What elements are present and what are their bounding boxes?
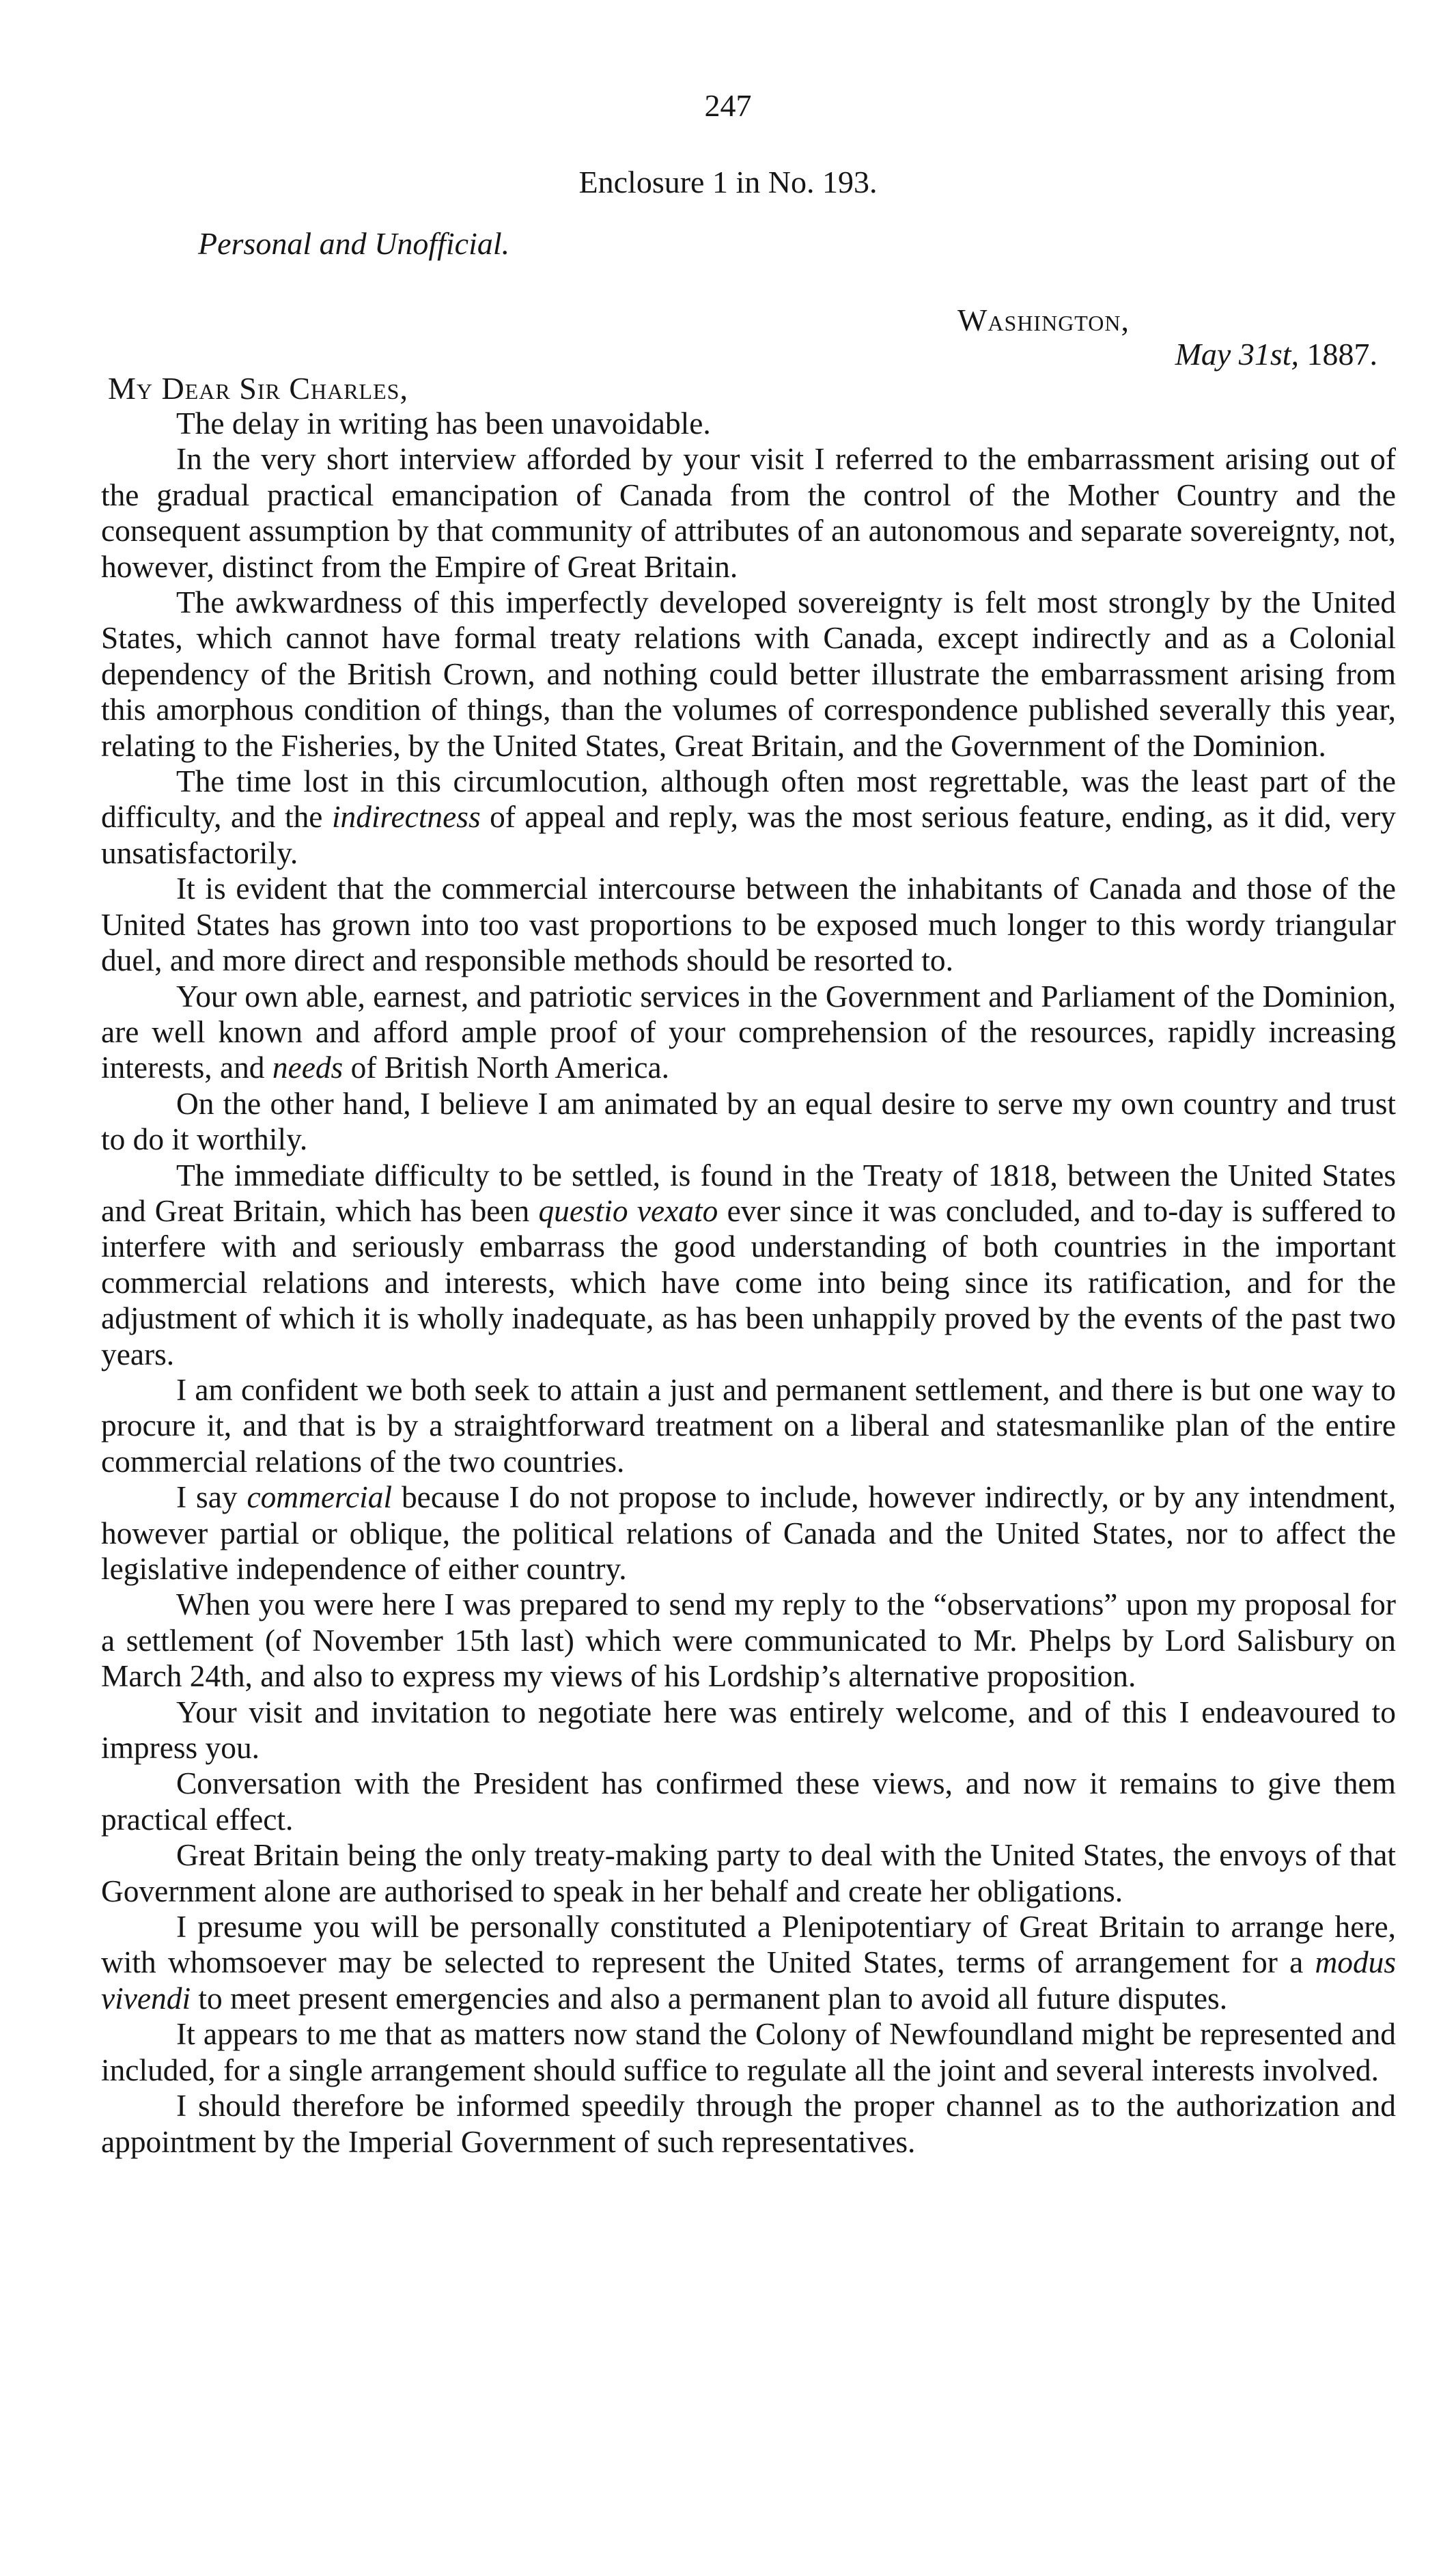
paragraph-text: In the very short interview afforded by your visit I referred to the embarrassment arising out of the gradual practical emancipation of Canada from the control of the Mother Country and the consequent assumption by that community of attributes of an autonomous and separate sovereignty, not, however, distinct from the Empire of Great Britain.	[101, 442, 1396, 584]
paragraph-text: I am confident we both seek to attain a just and permanent settlement, and there is but one way to procure it, and that is by a straightforward treatment on a liberal and statesmanlike plan of the entire commercial relations of the two countries.	[101, 1372, 1396, 1479]
paragraph-text: Conversation with the President has confirmed these views, and now it remains to give them practical effect.	[101, 1766, 1396, 1837]
paragraph-text: I say	[176, 1480, 247, 1515]
paragraph-text: Your visit and invitation to negotiate here was entirely welcome, and of this I endeavoured to impress you.	[101, 1695, 1396, 1766]
letter-body	[101, 406, 1396, 2160]
paragraph-text: I should therefore be informed speedily through the proper channel as to the authorization and appointment by the Imperial Government of such representatives.	[101, 2089, 1396, 2159]
paragraph	[101, 406, 1396, 441]
paragraph-text: Great Britain being the only treaty-making party to deal with the United States, the envoys of that Government alone are authorised to speak in her behalf and create her obligations.	[101, 1838, 1396, 1908]
paragraph-text: The time lost in this circumlocution, although often most regrettable, was the least part of the difficulty, and the	[101, 764, 1396, 835]
personal-unofficial-marking: Personal and Unofficial.	[198, 226, 510, 261]
paragraph-text: The delay in writing has been unavoidable.	[176, 406, 711, 441]
paragraph-text: Your own able, earnest, and patriotic services in the Government and Parliament of the Dominion, are well known and afford ample proof of your comprehension of the resources, rapidly increasing interests, and	[101, 979, 1396, 1085]
paragraph-text: On the other hand, I believe I am animated by an equal desire to serve my own country and trust to do it worthily.	[101, 1086, 1396, 1157]
paragraph-text: of British North America.	[343, 1050, 669, 1085]
paragraph-text: I presume you will be personally constituted a Plenipotentiary of Great Britain to arrange here, with whomsoever may be selected to represent the United States, terms of arrangement for a	[101, 1910, 1396, 1980]
paragraph	[101, 1837, 1396, 1909]
letter-salutation: My Dear Sir Charles,	[108, 371, 408, 406]
paragraph	[101, 871, 1396, 978]
enclosure-heading: Enclosure 1 in No. 193.	[578, 165, 878, 199]
paragraph	[101, 1479, 1396, 1587]
letter-date-year: 1887.	[1306, 337, 1377, 372]
italic-phrase: modus vivendi	[101, 1945, 1396, 2016]
letter-date	[1175, 336, 1377, 372]
paragraph	[101, 2016, 1396, 2088]
paragraph	[101, 1695, 1396, 1766]
paragraph	[101, 585, 1396, 764]
paragraph-text: of appeal and reply, was the most serious feature, ending, as it did, very unsatisfactorily.	[101, 800, 1396, 870]
paragraph	[101, 979, 1396, 1086]
letter-place: Washington,	[957, 303, 1130, 337]
paragraph	[101, 1587, 1396, 1694]
paragraph-text: because I do not propose to include, however indirectly, or by any intendment, however partial or oblique, the political relations of Canada and the United States, nor to affect the legislative independence of either country.	[101, 1480, 1396, 1586]
paragraph-text: The immediate difficulty to be settled, is found in the Treaty of 1818, between the United States and Great Britain, which has been	[101, 1158, 1396, 1228]
italic-phrase: questio vexato	[538, 1193, 718, 1228]
italic-phrase: commercial	[247, 1480, 393, 1515]
paragraph	[101, 1766, 1396, 1837]
paragraph	[101, 2088, 1396, 2160]
italic-phrase: indirectness	[331, 800, 481, 835]
paragraph-text: ever since it was concluded, and to-day is suffered to interfere with and seriously embarrass the good understanding of both countries in the important commercial relations and interests, which have come into being since its ratification, and for the adjustment of which it is wholly inadequate, as has been unhappily proved by the events of the past two years.	[101, 1193, 1396, 1371]
paragraph	[101, 1372, 1396, 1479]
paragraph	[101, 1909, 1396, 2016]
paragraph-text: The awkwardness of this imperfectly developed sovereignty is felt most strongly by the United States, which cannot have formal treaty relations with Canada, except indirectly and as a Colonial dependency of the British Crown, and nothing could better illustrate the embarrassment arising from this amorphous condition of things, than the volumes of correspondence published severally this year, relating to the Fisheries, by the United States, Great Britain, and the Government of the Dominion.	[101, 585, 1396, 763]
paragraph-text: It is evident that the commercial intercourse between the inhabitants of Canada and those of the United States has grown into too vast proportions to be exposed much longer to this wordy triangular duel, and more direct and responsible methods should be resorted to.	[101, 872, 1396, 978]
italic-phrase: needs	[272, 1050, 344, 1085]
page-number: 247	[704, 88, 752, 123]
paragraph-text: to meet present emergencies and also a permanent plan to avoid all future disputes.	[191, 1981, 1228, 2016]
paragraph	[101, 764, 1396, 871]
paragraph	[101, 441, 1396, 585]
paragraph-text: It appears to me that as matters now stand the Colony of Newfoundland might be represented and included, for a single arrangement should suffice to regulate all the joint and several interests involved.	[101, 2017, 1396, 2087]
paragraph	[101, 1086, 1396, 1158]
paragraph	[101, 1158, 1396, 1372]
paragraph-text: When you were here I was prepared to send my reply to the “observations” upon my proposal for a settlement (of November 15th last) which were communicated to Mr. Phelps by Lord Salisbury on March 24th, and also to express my views of his Lordship’s alternative proposition.	[101, 1587, 1396, 1694]
letter-date-day: May 31st,	[1175, 337, 1299, 372]
